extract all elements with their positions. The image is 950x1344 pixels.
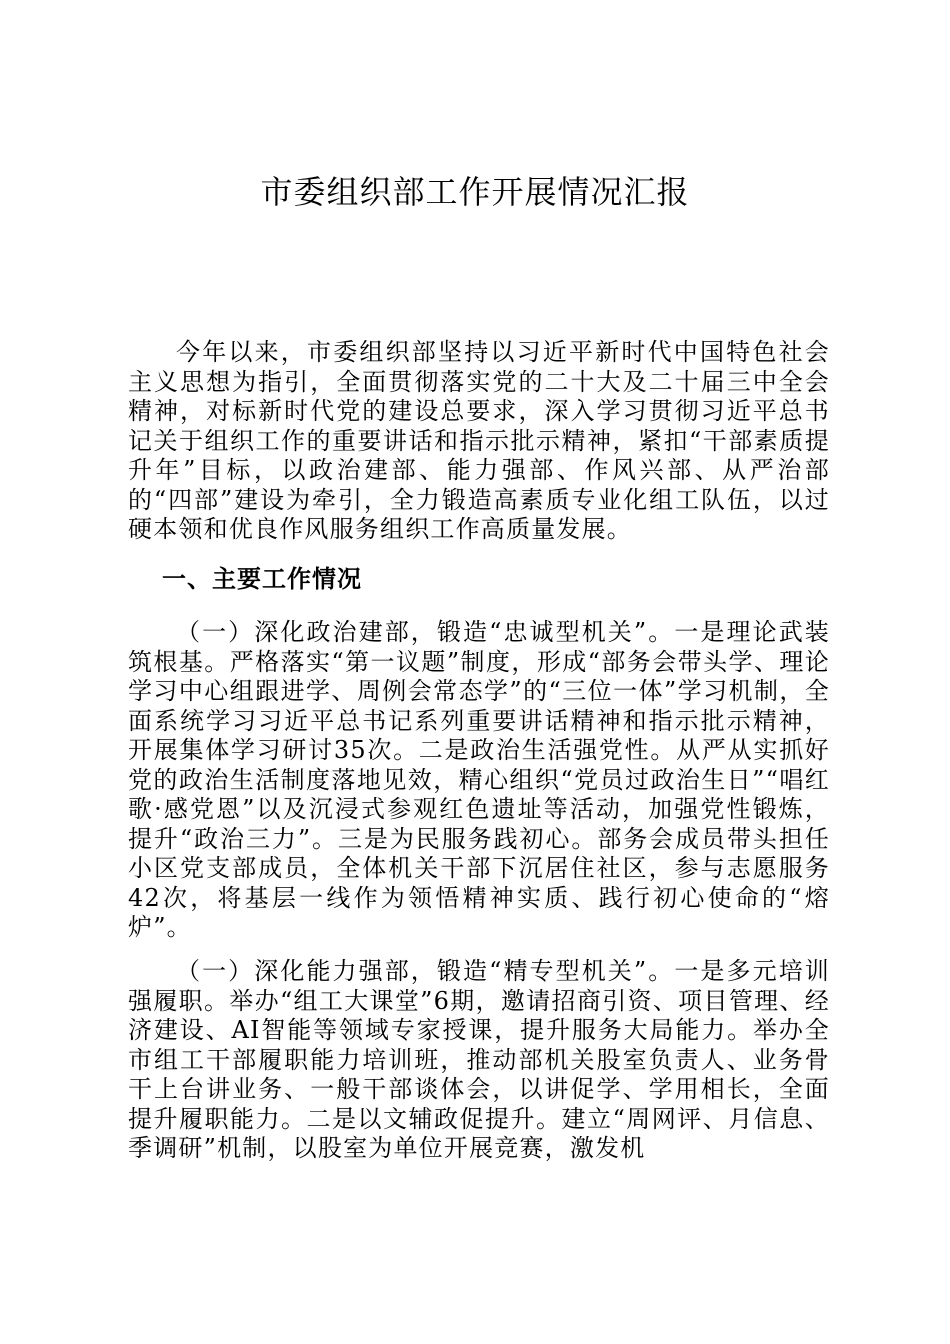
paragraph-ability-building: （一）深化能力强部，锻造“精专型机关”。一是多元培训强履职。举办“组工大课堂”6期，邀请招商引资、项目管理、经济建设、AI智能等领域专家授课，提升服务大局能力。举办全市组工干部履职能力培训班，推动部机关股室负责人、业务骨干上台讲业务、一般干部谈体会，以讲促学、学用相长，全面提升履职能力。二是以文辅政促提升。建立“周网评、月信息、季调研”机制，以股室为单位开展竞赛，激发机: [128, 957, 830, 1162]
intro-paragraph: 今年以来，市委组织部坚持以习近平新时代中国特色社会主义思想为指引，全面贯彻落实党的二十大及二十届三中全会精神，对标新时代党的建设总要求，深入学习贯彻习近平总书记关于组织工作的重要讲话和指示批示精神，紧扣“干部素质提升年”目标，以政治建部、能力强部、作风兴部、从严治部的“四部”建设为牵引，全力锻造高素质专业化组工队伍，以过硬本领和优良作风服务组织工作高质量发展。: [128, 338, 830, 543]
document-title: 市委组织部工作开展情况汇报: [260, 173, 690, 211]
section-heading-main-work: 一、主要工作情况: [162, 565, 362, 593]
paragraph-political-building: （一）深化政治建部，锻造“忠诚型机关”。一是理论武装筑根基。严格落实“第一议题”制度，形成“部务会带头学、理论学习中心组跟进学、周例会常态学”的“三位一体”学习机制，全面系统学习习近平总书记系列重要讲话精神和指示批示精神，开展集体学习研讨35次。二是政治生活强党性。从严从实抓好党的政治生活制度落地见效，精心组织“党员过政治生日”“唱红歌·感党恩”以及沉浸式参观红色遗址等活动，加强党性锻炼，提升“政治三力”。三是为民服务践初心。部务会成员带头担任小区党支部成员，全体机关干部下沉居住社区，参与志愿服务42次，将基层一线作为领悟精神实质、践行初心使命的“熔炉”。: [128, 618, 830, 941]
